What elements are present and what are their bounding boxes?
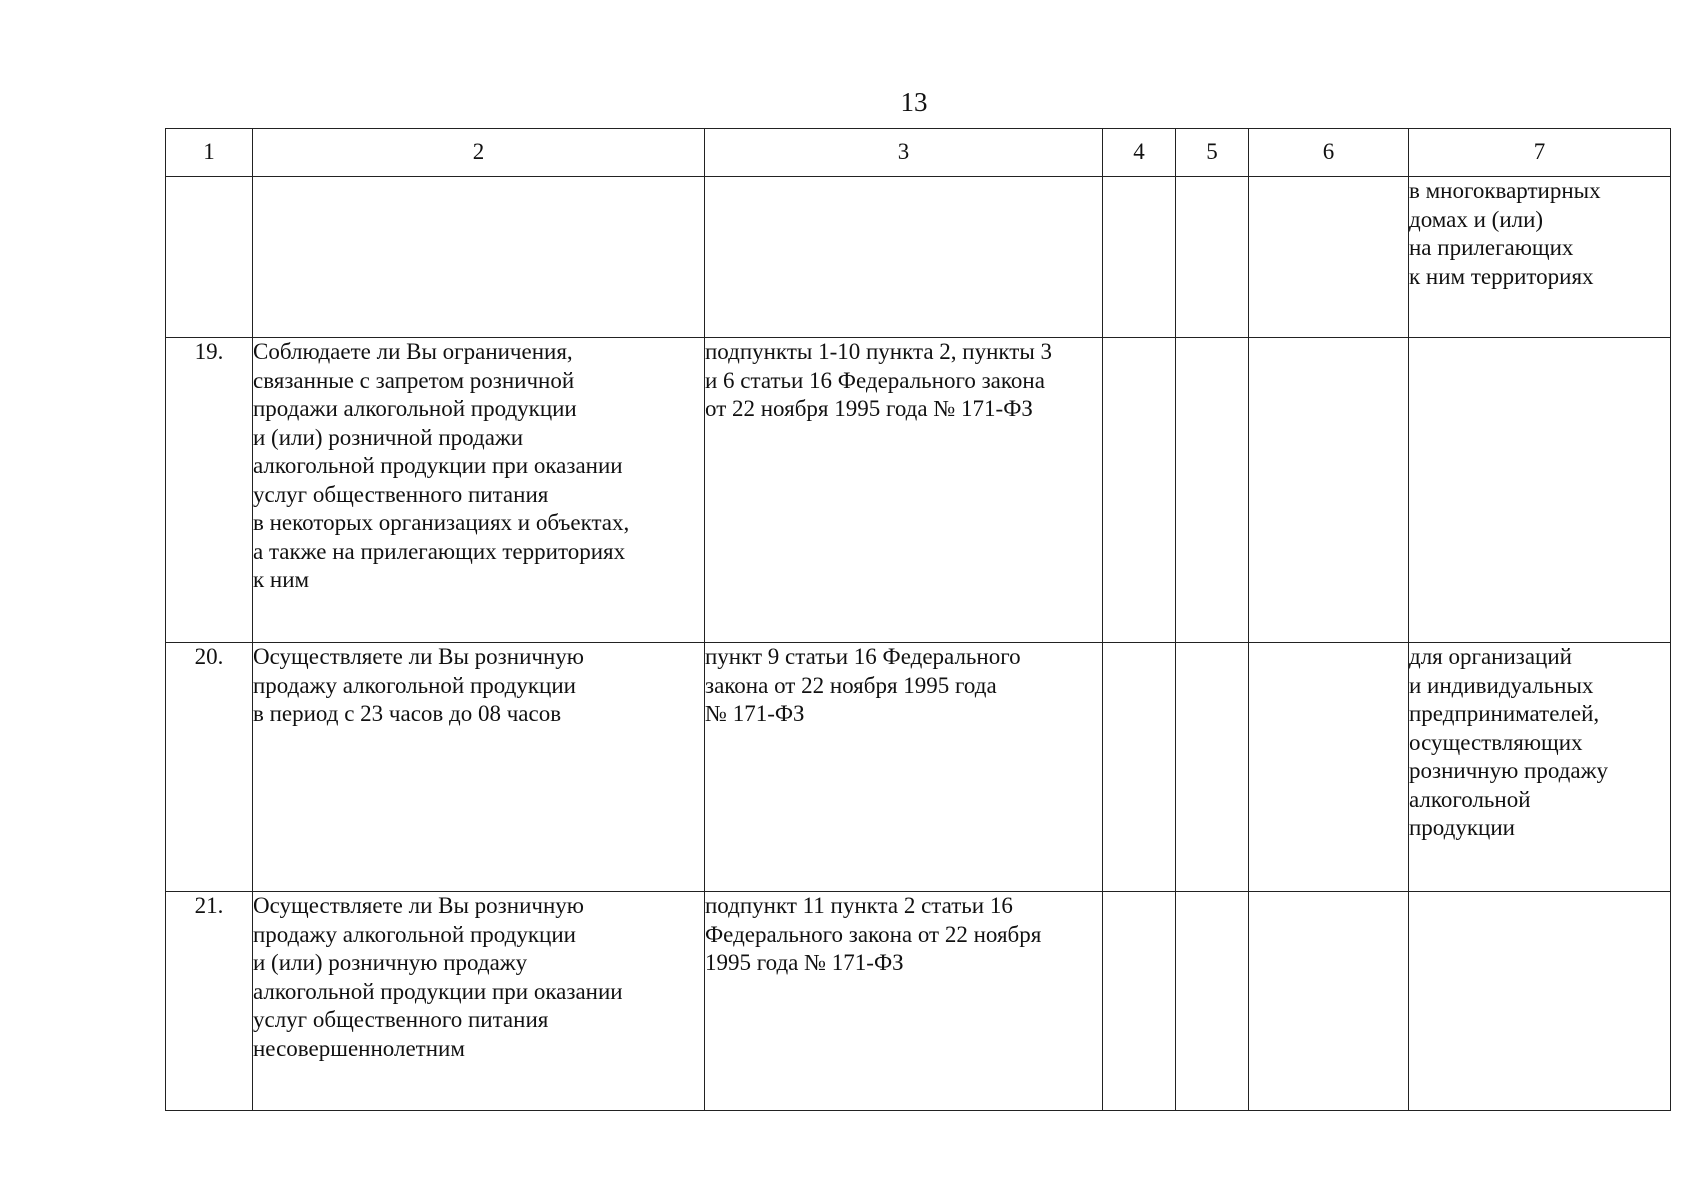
column-header: 3	[705, 129, 1103, 177]
answer-cell	[1103, 338, 1176, 643]
legal-basis-cell: подпункты 1-10 пункта 2, пункты 3 и 6 статьи 16 Федерального закона от 22 ноября 1995 года № 171-ФЗ	[705, 338, 1103, 643]
row-number: 20.	[166, 643, 253, 892]
answer-cell	[1103, 177, 1176, 338]
column-header: 7	[1409, 129, 1671, 177]
checklist-table	[165, 128, 1671, 1111]
table-row	[166, 338, 1671, 643]
table-row	[166, 643, 1671, 892]
table-row	[166, 892, 1671, 1111]
row-number: 21.	[166, 892, 253, 1111]
column-header: 5	[1176, 129, 1249, 177]
page-number: 13	[900, 87, 928, 117]
row-number	[166, 177, 253, 338]
answer-cell	[1176, 892, 1249, 1111]
column-header: 6	[1249, 129, 1409, 177]
column-header: 1	[166, 129, 253, 177]
answer-cell	[1249, 892, 1409, 1111]
column-header: 2	[253, 129, 705, 177]
question-cell	[253, 177, 705, 338]
column-header: 4	[1103, 129, 1176, 177]
legal-basis-cell	[705, 177, 1103, 338]
answer-cell	[1176, 177, 1249, 338]
answer-cell	[1176, 338, 1249, 643]
note-cell	[1409, 338, 1671, 643]
note-cell	[1409, 892, 1671, 1111]
question-cell: Осуществляете ли Вы розничную продажу алкогольной продукции и (или) розничную продажу алкогольной продукции при оказании услуг общественного питания несовершеннолетним	[253, 892, 705, 1111]
legal-basis-cell: подпункт 11 пункта 2 статьи 16 Федерального закона от 22 ноября 1995 года № 171-ФЗ	[705, 892, 1103, 1111]
note-cell: для организаций и индивидуальных предпринимателей, осуществляющих розничную продажу алкогольной продукции	[1409, 643, 1671, 892]
answer-cell	[1249, 643, 1409, 892]
table-row	[166, 177, 1671, 338]
row-number: 19.	[166, 338, 253, 643]
answer-cell	[1103, 892, 1176, 1111]
question-cell: Осуществляете ли Вы розничную продажу алкогольной продукции в период с 23 часов до 08 часов	[253, 643, 705, 892]
answer-cell	[1249, 338, 1409, 643]
table-header-row	[166, 129, 1671, 177]
answer-cell	[1176, 643, 1249, 892]
note-cell: в многоквартирных домах и (или) на прилегающих к ним территориях	[1409, 177, 1671, 338]
answer-cell	[1103, 643, 1176, 892]
question-cell: Соблюдаете ли Вы ограничения, связанные с запретом розничной продажи алкогольной продукции и (или) розничной продажи алкогольной продукции при оказании услуг общественного питания в некоторых организациях и объектах, а также на прилегающих территориях к ним	[253, 338, 705, 643]
answer-cell	[1249, 177, 1409, 338]
legal-basis-cell: пункт 9 статьи 16 Федерального закона от 22 ноября 1995 года № 171-ФЗ	[705, 643, 1103, 892]
